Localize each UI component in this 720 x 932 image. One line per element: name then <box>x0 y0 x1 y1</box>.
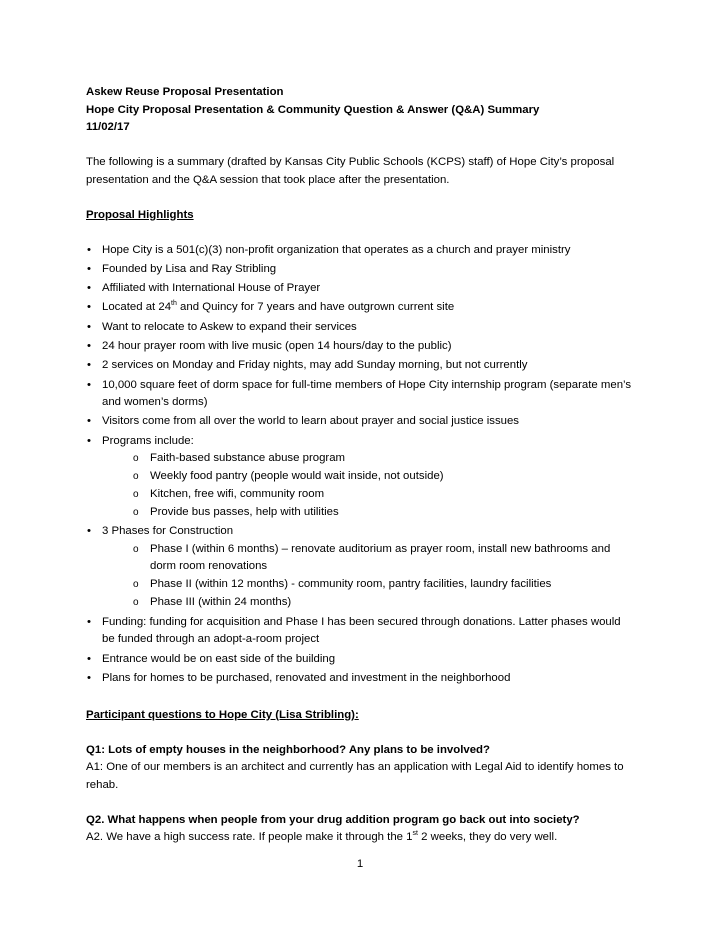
list-item: • 10,000 square feet of dorm space for full-time members of Hope City internship program (separate men’s and women’s dorms) <box>86 377 634 412</box>
intro-paragraph: The following is a summary (drafted by Kansas City Public Schools (KCPS) staff) of Hope City’s proposal presentation and the Q&A session that took place after the presentation. <box>86 156 615 186</box>
page-number: 1 <box>356 858 364 870</box>
programs-sublist <box>102 450 634 522</box>
doc-date: 11/02/17 <box>86 121 130 133</box>
list-item: • Entrance would be on east side of the building <box>86 651 634 669</box>
list-item: • Visitors come from all over the world to learn about prayer and social justice issues <box>86 413 634 431</box>
sublist-item: o Phase II (within 12 months) - community room, pantry facilities, laundry facilities <box>102 576 634 594</box>
sublist-item: o Kitchen, free wifi, community room <box>102 486 634 504</box>
phases-sublist <box>102 541 634 612</box>
question-2: Q2. What happens when people from your drug addition program go back out into society? <box>86 813 580 826</box>
list-item: • Located at 24th and Quincy for 7 years and have outgrown current site <box>86 299 634 317</box>
highlights-heading: Proposal Highlights <box>86 208 194 221</box>
sublist-item: o Phase I (within 6 months) – renovate auditorium as prayer room, install new bathrooms and dorm room renovations <box>102 541 634 576</box>
list-item: • Founded by Lisa and Ray Stribling <box>86 261 634 279</box>
answer-2: A2. We have a high success rate. If people make it through the 1st 2 weeks, they do very well. <box>86 830 558 844</box>
list-item: • 3 Phases for Construction o Phase I (within 6 months) – renovate auditorium as prayer room, install new bathrooms and dorm room renovations o Phase II (within 12 months) - community room, pantry facilities, laundry facilities o Phase III (within 24 months) <box>86 523 634 612</box>
sublist-item: o Faith-based substance abuse program <box>102 450 634 468</box>
list-item: • 24 hour prayer room with live music (open 14 hours/day to the public) <box>86 338 634 356</box>
qa-heading: Participant questions to Hope City (Lisa Stribling): <box>86 708 359 721</box>
document-page <box>86 84 634 847</box>
list-item: • Programs include: o Faith-based substance abuse program o Weekly food pantry (people would wait inside, not outside) o Kitchen, free wifi, community room o Provide bus passes, help with utilities <box>86 433 634 522</box>
list-item: • Hope City is a 501(c)(3) non-profit organization that operates as a church and prayer ministry <box>86 242 634 260</box>
list-item: • Plans for homes to be purchased, renovated and investment in the neighborhood <box>86 670 634 688</box>
list-item: • Affiliated with International House of Prayer <box>86 280 634 298</box>
sublist-item: o Phase III (within 24 months) <box>102 594 634 612</box>
highlights-list <box>86 242 634 688</box>
list-item: • 2 services on Monday and Friday nights, may add Sunday morning, but not currently <box>86 357 634 375</box>
list-item: • Funding: funding for acquisition and Phase I has been secured through donations. Latter phases would be funded through an adopt-a-room project <box>86 614 634 649</box>
sublist-item: o Weekly food pantry (people would wait inside, not outside) <box>102 468 634 486</box>
sublist-item: o Provide bus passes, help with utilities <box>102 504 634 522</box>
doc-title: Askew Reuse Proposal Presentation <box>86 86 284 98</box>
answer-1: A1: One of our members is an architect and currently has an application with Legal Aid to identify homes to rehab. <box>86 761 624 791</box>
list-item: • Want to relocate to Askew to expand their services <box>86 319 634 337</box>
question-1: Q1: Lots of empty houses in the neighborhood? Any plans to be involved? <box>86 743 490 756</box>
doc-subtitle: Hope City Proposal Presentation & Community Question & Answer (Q&A) Summary <box>86 103 540 116</box>
